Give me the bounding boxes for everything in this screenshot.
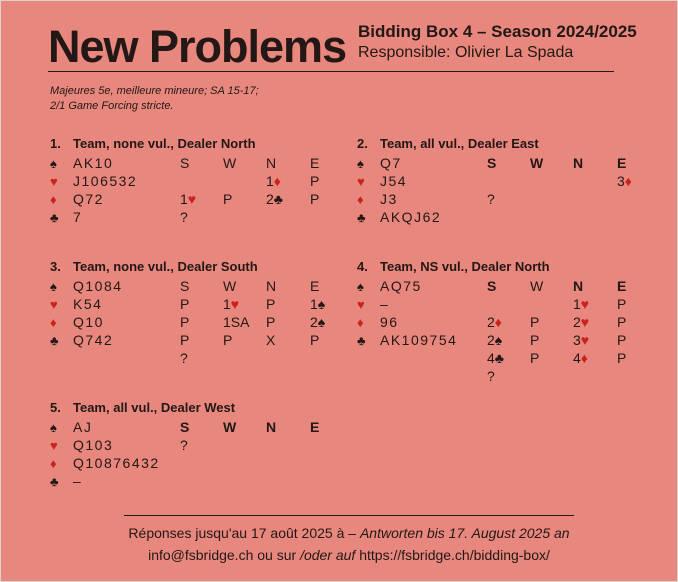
bid: 1SA [223, 314, 250, 330]
club-icon: ♣ [357, 210, 366, 225]
hand-clubs [357, 331, 457, 349]
hand-hearts [50, 436, 160, 454]
system-line-1: Majeures 5e, meilleure mineure; SA 15-17; [50, 85, 259, 97]
bid: P [617, 350, 627, 366]
seat-w: W [223, 419, 237, 435]
bid: 1♥ [180, 191, 197, 207]
bid: 1♦ [266, 173, 281, 189]
club-icon: ♣ [50, 210, 59, 225]
bid: P [310, 332, 320, 348]
hand-clubs [50, 472, 160, 490]
spade-icon: ♠ [50, 279, 57, 294]
question-mark: ? [180, 437, 188, 453]
spade-icon: ♠ [50, 420, 57, 435]
bid: 3♥ [573, 332, 590, 348]
hand-hearts-cards: J106532 [73, 173, 138, 189]
bid: 1♥ [573, 296, 590, 312]
problem-number: 3. [50, 259, 61, 274]
bid: P [617, 314, 627, 330]
hand-diamonds-cards: Q10876432 [73, 455, 160, 471]
bid: P [310, 173, 320, 189]
hand-spades-cards: AJ [73, 419, 93, 435]
diamond-icon: ♦ [50, 456, 57, 471]
seat-s: S [180, 155, 190, 171]
heart-icon: ♥ [50, 174, 58, 189]
problem-title [357, 257, 647, 277]
hand [50, 154, 137, 226]
header-divider [48, 71, 614, 72]
seat-e: E [617, 155, 627, 171]
hand [50, 277, 123, 349]
hand-clubs-cards: – [73, 473, 83, 489]
bidding-system-note [50, 84, 330, 114]
seat-w: W [530, 278, 544, 294]
bid: P [530, 350, 540, 366]
hand-diamonds [357, 190, 441, 208]
problem-4 [357, 257, 647, 384]
hand-hearts [50, 295, 123, 313]
hand-hearts [50, 172, 137, 190]
problem-2 [357, 134, 647, 225]
heart-icon: ♥ [50, 438, 58, 453]
club-icon: ♣ [357, 333, 366, 348]
diamond-icon: ♦ [50, 315, 57, 330]
problem-heading: Team, none vul., Dealer North [73, 136, 256, 151]
problem-3 [50, 257, 340, 366]
footer-url-link[interactable]: https://fsbridge.ch/bidding-box/ [359, 547, 550, 563]
problem-number: 5. [50, 400, 61, 415]
hand-clubs-cards: AK109754 [380, 332, 458, 348]
hand-spades-cards: Q7 [380, 155, 402, 171]
seat-w: W [530, 155, 544, 171]
hand-diamonds [357, 313, 457, 331]
bid: 1♥ [223, 296, 240, 312]
problem-heading: Team, all vul., Dealer West [73, 400, 236, 415]
footer [124, 522, 574, 566]
seat-n: N [266, 419, 277, 435]
problem-5 [50, 398, 340, 489]
footer-line-1 [124, 522, 574, 544]
bid: 2♦ [487, 314, 502, 330]
hand-spades [50, 277, 123, 295]
hand-spades-cards: Q1084 [73, 278, 123, 294]
club-icon: ♣ [50, 333, 59, 348]
problem-title [50, 134, 340, 154]
bid: 2♠ [310, 314, 326, 330]
diamond-icon: ♦ [357, 192, 364, 207]
bid: P [223, 332, 233, 348]
seat-s: S [487, 155, 497, 171]
bid: P [180, 314, 190, 330]
footer-divider [124, 515, 574, 516]
diamond-icon: ♦ [357, 315, 364, 330]
seat-e: E [617, 278, 627, 294]
seat-e: E [310, 155, 320, 171]
hand-clubs [357, 208, 441, 226]
seat-s: S [180, 278, 190, 294]
hand-diamonds-cards: 96 [380, 314, 399, 330]
header-info [358, 22, 637, 63]
bid: P [180, 296, 190, 312]
bid: P [223, 191, 233, 207]
hand-clubs-cards: 7 [73, 209, 83, 225]
bid: 4♦ [573, 350, 588, 366]
hand-spades [50, 418, 160, 436]
seat-n: N [573, 278, 584, 294]
bid: 3♦ [617, 173, 632, 189]
hand-spades-cards: AQ75 [380, 278, 422, 294]
spade-icon: ♠ [357, 156, 364, 171]
hand-diamonds-cards: J3 [380, 191, 398, 207]
seat-s: S [487, 278, 497, 294]
spade-icon: ♠ [357, 279, 364, 294]
seat-s: S [180, 419, 190, 435]
hand-diamonds [50, 454, 160, 472]
question-mark: ? [487, 368, 495, 384]
page-title: New Problems [48, 21, 347, 72]
problem-heading: Team, NS vul., Dealer North [380, 259, 550, 274]
hand-hearts-cards: Q103 [73, 437, 114, 453]
footer-line-2 [124, 544, 574, 566]
heart-icon: ♥ [50, 297, 58, 312]
problem-heading: Team, all vul., Dealer East [380, 136, 539, 151]
hand-clubs [50, 208, 137, 226]
question-mark: ? [180, 350, 188, 366]
bid: 4♣ [487, 350, 504, 366]
bid: P [617, 296, 627, 312]
hand-spades [357, 154, 441, 172]
problem-heading: Team, none vul., Dealer South [73, 259, 258, 274]
hand-clubs [50, 331, 123, 349]
bid: 2♣ [266, 191, 283, 207]
bid: P [180, 332, 190, 348]
problem-number: 2. [357, 136, 368, 151]
seat-e: E [310, 278, 320, 294]
question-mark: ? [180, 209, 188, 225]
bid: P [617, 332, 627, 348]
bid: P [266, 314, 276, 330]
system-line-2: 2/1 Game Forcing stricte. [50, 100, 174, 112]
seat-n: N [266, 278, 277, 294]
bid: P [530, 314, 540, 330]
bid: X [266, 332, 276, 348]
problem-title [357, 134, 647, 154]
subtitle: Bidding Box 4 – Season 2024/2025 [358, 22, 637, 41]
bid: P [310, 191, 320, 207]
question-mark: ? [487, 191, 495, 207]
problem-number: 4. [357, 259, 368, 274]
seat-n: N [266, 155, 277, 171]
heart-icon: ♥ [357, 174, 365, 189]
seat-w: W [223, 278, 237, 294]
hand-spades [50, 154, 137, 172]
problem-1 [50, 134, 340, 225]
club-icon: ♣ [50, 474, 59, 489]
hand [357, 154, 441, 226]
seat-e: E [310, 419, 320, 435]
seat-n: N [573, 155, 584, 171]
footer-de-or: /oder auf [300, 547, 360, 563]
hand-clubs-cards: Q742 [73, 332, 114, 348]
hand [50, 418, 160, 490]
hand-diamonds-cards: Q72 [73, 191, 104, 207]
seat-w: W [223, 155, 237, 171]
hand-clubs-cards: AKQJ62 [380, 209, 442, 225]
hand-diamonds-cards: Q10 [73, 314, 104, 330]
diamond-icon: ♦ [50, 192, 57, 207]
problem-title [50, 398, 340, 418]
problem-number: 1. [50, 136, 61, 151]
hand-diamonds [50, 190, 137, 208]
hand-hearts [357, 172, 441, 190]
hand-spades-cards: AK10 [73, 155, 114, 171]
bid: P [530, 332, 540, 348]
footer-fr-deadline: Réponses jusqu'au 17 août 2025 à – [128, 525, 360, 541]
heart-icon: ♥ [357, 297, 365, 312]
hand-diamonds [50, 313, 123, 331]
responsible: Responsible: Olivier La Spada [358, 44, 574, 61]
hand-hearts [357, 295, 457, 313]
hand-hearts-cards: K54 [73, 296, 103, 312]
problem-title [50, 257, 340, 277]
footer-email: info@fsbridge.ch ou sur [148, 547, 301, 563]
bid: 1♠ [310, 296, 326, 312]
bid: P [266, 296, 276, 312]
spade-icon: ♠ [50, 156, 57, 171]
hand [357, 277, 457, 349]
footer-de-deadline: Antworten bis 17. August 2025 an [359, 525, 570, 541]
hand-hearts-cards: – [380, 296, 390, 312]
hand-spades [357, 277, 457, 295]
bid: 2♥ [573, 314, 590, 330]
bid: 2♠ [487, 332, 503, 348]
hand-hearts-cards: J54 [380, 173, 408, 189]
